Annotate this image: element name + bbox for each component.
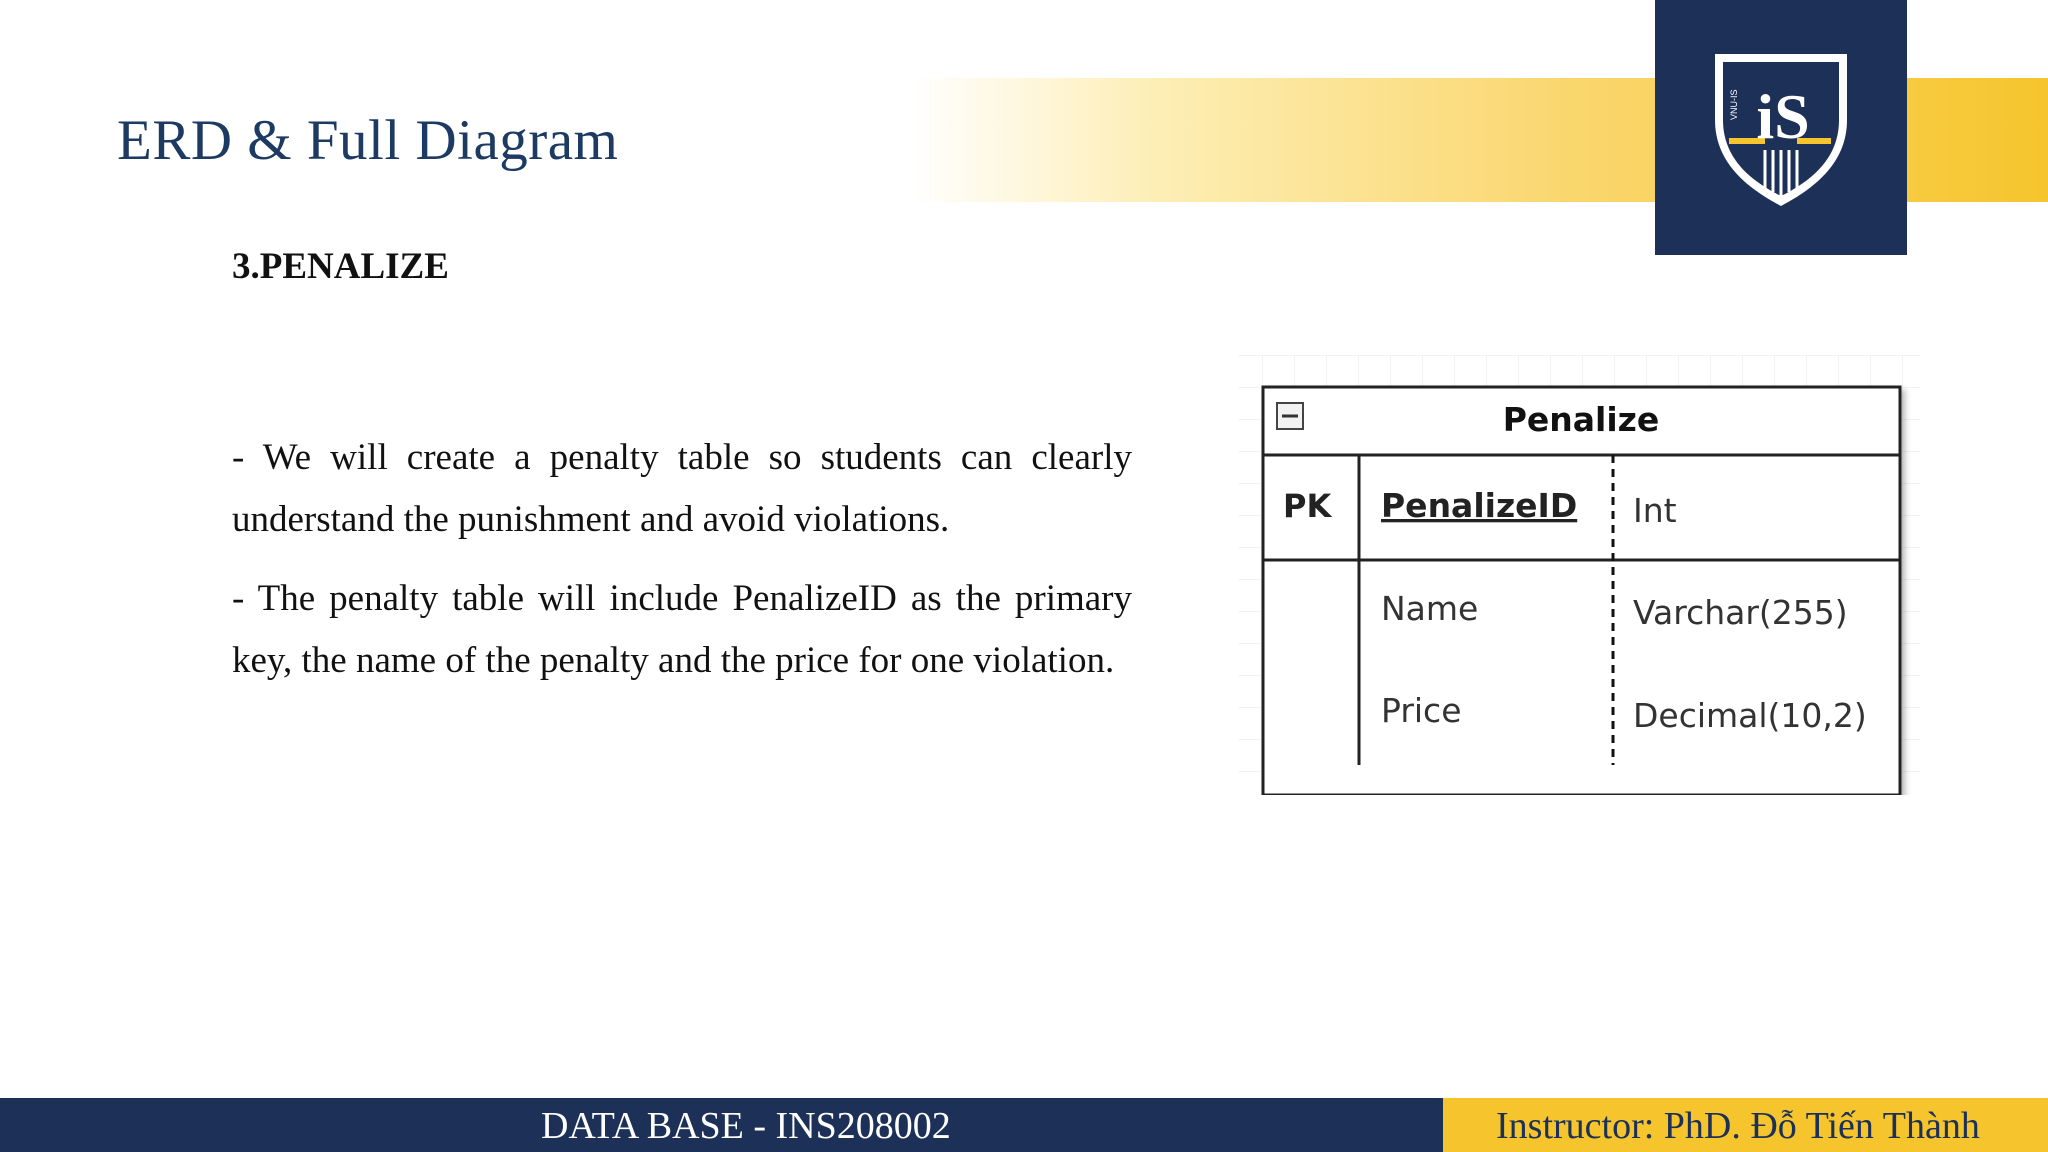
footer-course: DATA BASE - INS208002 [541, 1105, 951, 1147]
footer-instructor: Instructor: PhD. Đỗ Tiến Thành [1496, 1105, 1980, 1147]
attribute-type: Varchar(255) [1633, 593, 1848, 632]
attribute-name: Price [1381, 691, 1462, 730]
body-text [232, 427, 1132, 709]
logo-box [1655, 0, 1907, 255]
footer-course-bar [0, 1098, 1443, 1152]
logo-mark-text: iS [1756, 81, 1810, 152]
pk-label: PK [1283, 487, 1332, 525]
minus-box-icon[interactable] [1277, 403, 1303, 429]
paragraph-contents: - The penalty table will include PenalizeID as the primary key, the name of the penalty and the price for one violation. [232, 578, 1132, 681]
attribute-name: Name [1381, 589, 1479, 628]
paragraph-purpose: - We will create a penalty table so students can clearly understand the punishment and avoid violations. [232, 437, 1132, 540]
primary-key-name: PenalizeID [1381, 486, 1578, 525]
primary-key-type: Int [1633, 491, 1677, 530]
slide-title: ERD & Full Diagram [117, 109, 619, 172]
erd-entity-diagram [1230, 355, 1930, 795]
logo-side-text: VNU-IS [1729, 89, 1739, 120]
section-heading: 3.PENALIZE [232, 246, 449, 287]
vnu-is-logo [1711, 50, 1851, 210]
entity-name: Penalize [1502, 400, 1660, 439]
attribute-type: Decimal(10,2) [1633, 696, 1867, 735]
footer-instructor-bar [1443, 1098, 2048, 1152]
